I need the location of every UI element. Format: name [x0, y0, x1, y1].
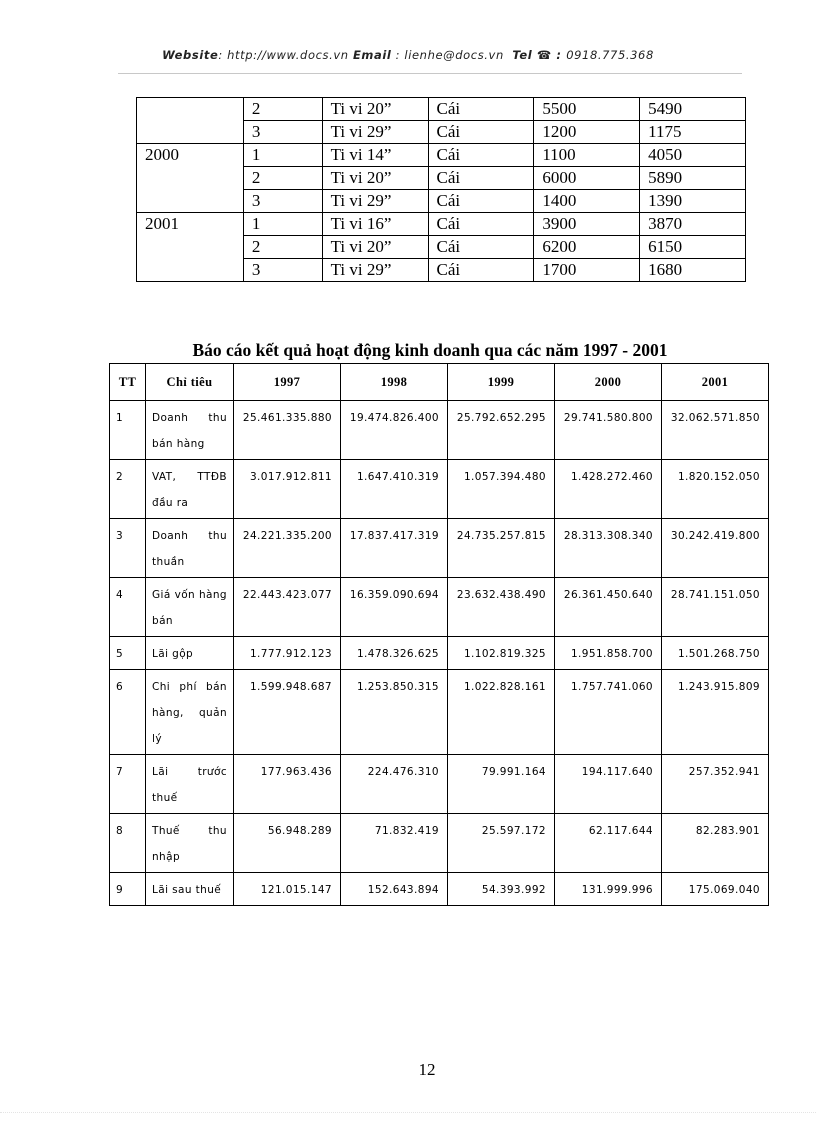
value-1999-cell: 23.632.438.490 — [448, 578, 555, 637]
tt-cell: 2 — [110, 460, 146, 519]
no-cell: 3 — [243, 259, 322, 282]
table-row — [110, 670, 769, 755]
value-2001-cell: 257.352.941 — [662, 755, 769, 814]
tt-cell: 1 — [110, 401, 146, 460]
website-link[interactable]: http://www.docs.vn — [227, 48, 349, 62]
column-header-1998: 1998 — [341, 364, 448, 401]
table-row — [110, 873, 769, 906]
indicator-cell: Doanh thu thuần — [146, 519, 234, 578]
table-row — [110, 755, 769, 814]
table-row — [110, 814, 769, 873]
value-1997-cell: 25.461.335.880 — [234, 401, 341, 460]
year-cell: 2001 — [137, 213, 244, 282]
unit-cell: Cái — [428, 144, 534, 167]
tt-cell: 9 — [110, 873, 146, 906]
product-cell: Ti vi 29” — [322, 121, 428, 144]
no-cell: 1 — [243, 144, 322, 167]
value-1999-cell: 79.991.164 — [448, 755, 555, 814]
website-sep: : — [218, 48, 228, 62]
actual-cell: 1390 — [640, 190, 746, 213]
plan-cell: 5500 — [534, 98, 640, 121]
tt-cell: 8 — [110, 814, 146, 873]
product-cell: Ti vi 20” — [322, 167, 428, 190]
product-cell: Ti vi 20” — [322, 236, 428, 259]
value-1999-cell: 25.597.172 — [448, 814, 555, 873]
table-row — [110, 578, 769, 637]
value-2000-cell: 131.999.996 — [555, 873, 662, 906]
actual-cell: 1175 — [640, 121, 746, 144]
table-row — [110, 519, 769, 578]
phone-icon: ☎ : — [532, 48, 567, 62]
column-header-1999: 1999 — [448, 364, 555, 401]
actual-cell: 5890 — [640, 167, 746, 190]
value-2000-cell: 1.951.858.700 — [555, 637, 662, 670]
value-1999-cell: 54.393.992 — [448, 873, 555, 906]
column-header-2001: 2001 — [662, 364, 769, 401]
value-1998-cell: 16.359.090.694 — [341, 578, 448, 637]
column-header-indicator: Chỉ tiêu — [146, 364, 234, 401]
unit-cell: Cái — [428, 259, 534, 282]
email-label: Email — [352, 48, 392, 62]
no-cell: 3 — [243, 121, 322, 144]
product-cell: Ti vi 16” — [322, 213, 428, 236]
value-1997-cell: 1.777.912.123 — [234, 637, 341, 670]
actual-cell: 4050 — [640, 144, 746, 167]
value-1998-cell: 71.832.419 — [341, 814, 448, 873]
table-row — [110, 637, 769, 670]
value-1999-cell: 1.057.394.480 — [448, 460, 555, 519]
table-row — [137, 98, 746, 121]
actual-cell: 5490 — [640, 98, 746, 121]
value-2001-cell: 175.069.040 — [662, 873, 769, 906]
value-1997-cell: 1.599.948.687 — [234, 670, 341, 755]
plan-cell: 3900 — [534, 213, 640, 236]
value-1998-cell: 152.643.894 — [341, 873, 448, 906]
product-cell: Ti vi 29” — [322, 190, 428, 213]
indicator-cell: Lãi sau thuế — [146, 873, 234, 906]
indicator-cell: Chi phí bán hàng, quản lý — [146, 670, 234, 755]
value-2000-cell: 26.361.450.640 — [555, 578, 662, 637]
indicator-cell: Lãi trước thuế — [146, 755, 234, 814]
tel-label: Tel — [512, 48, 533, 62]
product-cell: Ti vi 20” — [322, 98, 428, 121]
no-cell: 2 — [243, 236, 322, 259]
product-cell: Ti vi 14” — [322, 144, 428, 167]
value-1998-cell: 1.647.410.319 — [341, 460, 448, 519]
table-row — [137, 144, 746, 167]
indicator-cell: Doanh thu bán hàng — [146, 401, 234, 460]
value-1998-cell: 1.478.326.625 — [341, 637, 448, 670]
value-2001-cell: 32.062.571.850 — [662, 401, 769, 460]
value-2000-cell: 1.757.741.060 — [555, 670, 662, 755]
actual-cell: 1680 — [640, 259, 746, 282]
value-1998-cell: 19.474.826.400 — [341, 401, 448, 460]
website-label: Website — [162, 48, 219, 62]
report-title: Báo cáo kết quả hoạt động kinh doanh qua các năm 1997 - 2001 — [192, 340, 668, 360]
column-header-tt: TT — [110, 364, 146, 401]
value-2000-cell: 28.313.308.340 — [555, 519, 662, 578]
value-2001-cell: 28.741.151.050 — [662, 578, 769, 637]
unit-cell: Cái — [428, 190, 534, 213]
tt-cell: 5 — [110, 637, 146, 670]
no-cell: 2 — [243, 98, 322, 121]
value-1997-cell: 121.015.147 — [234, 873, 341, 906]
footer-divider — [0, 1112, 816, 1113]
year-cell — [137, 98, 244, 144]
value-2001-cell: 1.820.152.050 — [662, 460, 769, 519]
value-1999-cell: 24.735.257.815 — [448, 519, 555, 578]
plan-cell: 1100 — [534, 144, 640, 167]
product-table — [136, 97, 746, 282]
year-cell: 2000 — [137, 144, 244, 213]
header-row — [110, 364, 769, 401]
value-2000-cell: 62.117.644 — [555, 814, 662, 873]
value-1997-cell: 3.017.912.811 — [234, 460, 341, 519]
email-link[interactable]: lienhe@docs.vn — [404, 48, 504, 62]
report-table — [109, 363, 769, 906]
value-2000-cell: 1.428.272.460 — [555, 460, 662, 519]
plan-cell: 1700 — [534, 259, 640, 282]
actual-cell: 3870 — [640, 213, 746, 236]
value-1998-cell: 224.476.310 — [341, 755, 448, 814]
value-2000-cell: 194.117.640 — [555, 755, 662, 814]
indicator-cell: Giá vốn hàng bán — [146, 578, 234, 637]
tt-cell: 4 — [110, 578, 146, 637]
value-2001-cell: 82.283.901 — [662, 814, 769, 873]
tt-cell: 7 — [110, 755, 146, 814]
no-cell: 1 — [243, 213, 322, 236]
value-1997-cell: 177.963.436 — [234, 755, 341, 814]
value-1997-cell: 24.221.335.200 — [234, 519, 341, 578]
value-1999-cell: 1.022.828.161 — [448, 670, 555, 755]
column-header-1997: 1997 — [234, 364, 341, 401]
value-1997-cell: 22.443.423.077 — [234, 578, 341, 637]
actual-cell: 6150 — [640, 236, 746, 259]
no-cell: 2 — [243, 167, 322, 190]
value-2001-cell: 1.501.268.750 — [662, 637, 769, 670]
indicator-cell: VAT, TTĐB đầu ra — [146, 460, 234, 519]
value-2001-cell: 30.242.419.800 — [662, 519, 769, 578]
value-1999-cell: 1.102.819.325 — [448, 637, 555, 670]
table-row — [137, 213, 746, 236]
plan-cell: 1400 — [534, 190, 640, 213]
unit-cell: Cái — [428, 98, 534, 121]
page-header — [0, 48, 816, 62]
unit-cell: Cái — [428, 213, 534, 236]
product-cell: Ti vi 29” — [322, 259, 428, 282]
tt-cell: 6 — [110, 670, 146, 755]
indicator-cell: Thuế thu nhập — [146, 814, 234, 873]
no-cell: 3 — [243, 190, 322, 213]
tel-value: 0918.775.368 — [566, 48, 654, 62]
header-divider — [118, 73, 742, 74]
tt-cell: 3 — [110, 519, 146, 578]
value-2001-cell: 1.243.915.809 — [662, 670, 769, 755]
value-1997-cell: 56.948.289 — [234, 814, 341, 873]
email-sep: : — [391, 48, 405, 62]
value-1998-cell: 17.837.417.319 — [341, 519, 448, 578]
unit-cell: Cái — [428, 236, 534, 259]
unit-cell: Cái — [428, 167, 534, 190]
column-header-2000: 2000 — [555, 364, 662, 401]
plan-cell: 6000 — [534, 167, 640, 190]
value-2000-cell: 29.741.580.800 — [555, 401, 662, 460]
table-row — [110, 401, 769, 460]
indicator-cell: Lãi gộp — [146, 637, 234, 670]
value-1998-cell: 1.253.850.315 — [341, 670, 448, 755]
value-1999-cell: 25.792.652.295 — [448, 401, 555, 460]
unit-cell: Cái — [428, 121, 534, 144]
table-row — [110, 460, 769, 519]
page-number: 12 — [418, 1060, 436, 1079]
plan-cell: 6200 — [534, 236, 640, 259]
plan-cell: 1200 — [534, 121, 640, 144]
